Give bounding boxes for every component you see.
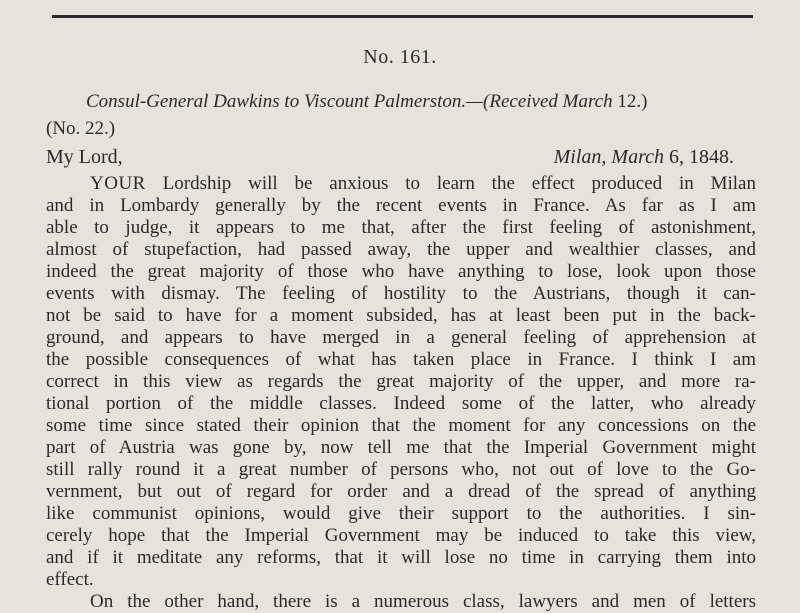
dispatch-reference: (No. 22.) xyxy=(46,118,116,139)
body-line: still rally round it a great number of persons who, not out of love to the Go- xyxy=(46,459,756,480)
top-rule xyxy=(52,15,753,18)
letter-body xyxy=(46,173,756,613)
body-line: almost of stupefaction, had passed away, the upper and wealthier classes, and xyxy=(46,239,756,260)
body-line: On the other hand, there is a numerous class, lawyers and men of letters xyxy=(90,591,756,612)
body-line: able to judge, it appears to me that, after the first feeling of astonishment, xyxy=(46,217,756,238)
body-line: part of Austria was gone by, now tell me that the Imperial Government might xyxy=(46,437,756,458)
dateline xyxy=(554,146,734,169)
body-line: YOUR Lordship will be anxious to learn the effect produced in Milan xyxy=(90,173,756,194)
body-line: events with dismay. The feeling of hostility to the Austrians, though it can- xyxy=(46,283,756,304)
salutation: My Lord, xyxy=(46,146,123,168)
body-line: and if it meditate any reforms, that it will lose no time in carrying them into xyxy=(46,547,756,568)
body-line: vernment, but out of regard for order and a dread of the spread of anything xyxy=(46,481,756,502)
body-line: cerely hope that the Imperial Government may be induced to take this view, xyxy=(46,525,756,546)
document-number: No. 161. xyxy=(363,46,437,68)
dateline-place-month: Milan, March xyxy=(553,146,664,168)
body-line: and in Lombardy generally by the recent events in France. As far as I am xyxy=(46,195,756,216)
body-line: some time since stated their opinion that the moment for any concessions on the xyxy=(46,415,756,436)
body-line: tional portion of the middle classes. Indeed some of the latter, who already xyxy=(46,393,756,414)
body-line: effect. xyxy=(46,569,94,590)
body-line: not be said to have for a moment subsided, has at least been put in the back- xyxy=(46,305,756,326)
letter-heading xyxy=(86,91,647,113)
opening-word: YOUR xyxy=(90,173,146,194)
body-line: correct in this view as regards the great majority of the upper, and more ra- xyxy=(46,371,756,392)
body-line: the possible consequences of what has taken place in France. I think I am xyxy=(46,349,756,370)
body-line: ground, and appears to have merged in a general feeling of apprehension at xyxy=(46,327,756,348)
dateline-day-year: 6, 1848. xyxy=(669,146,734,168)
body-line: like communist opinions, would give their support to the authorities. I sin- xyxy=(46,503,756,524)
heading-day: 12.) xyxy=(617,91,648,112)
heading-text: Consul-General Dawkins to Viscount Palmerston.—(Received March xyxy=(86,91,613,112)
body-line: indeed the great majority of those who have anything to lose, look upon those xyxy=(46,261,756,282)
